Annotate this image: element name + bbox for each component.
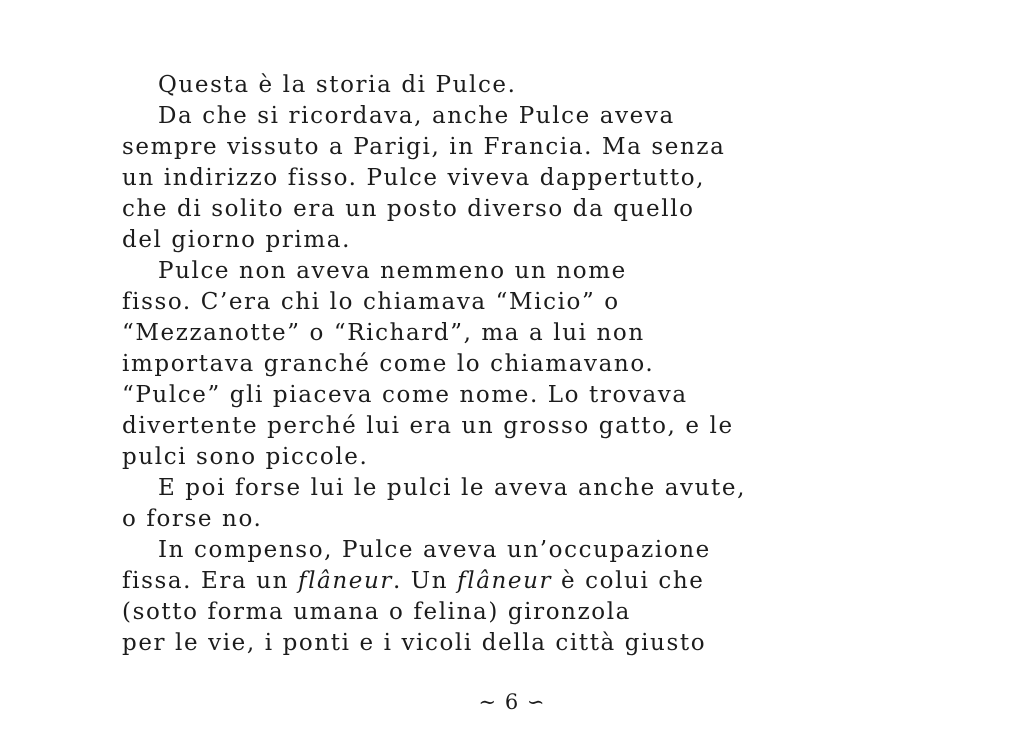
text-line: che di solito era un posto diverso da quello — [122, 196, 695, 222]
text-line-with-italics: fissa. Era un flâneur. Un flâneur è colui che — [122, 568, 705, 594]
body-text — [122, 70, 912, 659]
text-line: Da che si ricordava, anche Pulce aveva — [158, 103, 675, 129]
text-line: (sotto forma umana o felina) gironzola — [122, 599, 631, 625]
text-line: In compenso, Pulce aveva un’occupazione — [158, 537, 711, 563]
text-line: pulci sono piccole. — [122, 444, 369, 470]
text-line: divertente perché lui era un grosso gatto, e le — [122, 413, 734, 439]
text-line: fisso. C’era chi lo chiamava “Micio” o — [122, 289, 620, 315]
text-line: del giorno prima. — [122, 227, 352, 253]
text-line: sempre vissuto a Parigi, in Francia. Ma senza — [122, 134, 726, 160]
text-line: importava granché come lo chiamavano. — [122, 351, 655, 377]
text-line: o forse no. — [122, 506, 263, 532]
page-number: ∼ 6 ∽ — [478, 690, 546, 714]
text-line: per le vie, i ponti e i vicoli della città giusto — [122, 630, 707, 656]
text-line: un indirizzo fisso. Pulce viveva dappertutto, — [122, 165, 706, 191]
text-line: E poi forse lui le pulci le aveva anche avute, — [158, 475, 747, 501]
text-line: “Pulce” gli piaceva come nome. Lo trovava — [122, 382, 688, 408]
text-line: Questa è la storia di Pulce. — [158, 72, 517, 98]
text-line: Pulce non aveva nemmeno un nome — [158, 258, 627, 284]
text-line: “Mezzanotte” o “Richard”, ma a lui non — [122, 320, 645, 346]
